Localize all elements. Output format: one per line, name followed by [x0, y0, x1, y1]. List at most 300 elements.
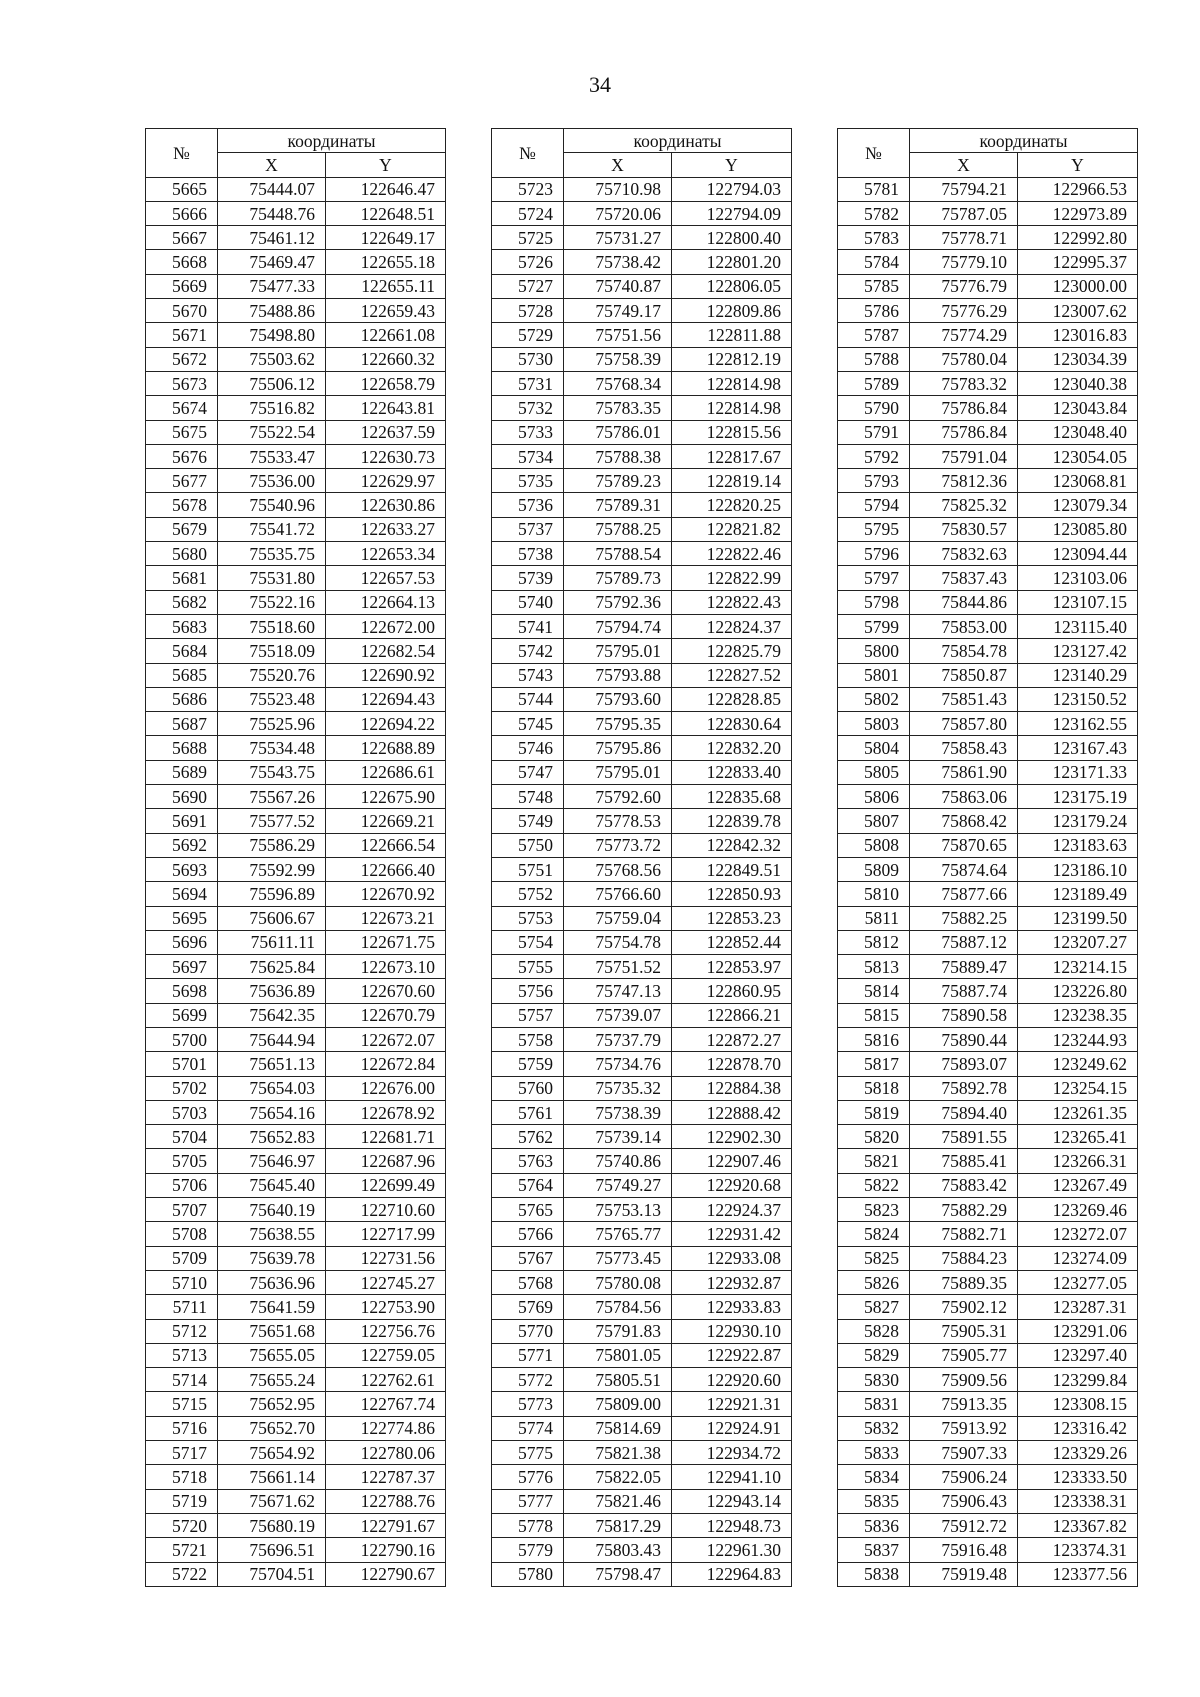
table-row	[146, 687, 446, 711]
cell-x: 75754.78	[564, 930, 672, 954]
table-row	[146, 663, 446, 687]
cell-x: 75533.47	[218, 444, 326, 468]
cell-y: 122633.27	[326, 517, 446, 541]
cell-y: 122820.25	[672, 493, 792, 517]
cell-y: 123048.40	[1018, 420, 1138, 444]
cell-y: 122675.90	[326, 785, 446, 809]
cell-y: 123007.62	[1018, 299, 1138, 323]
cell-y: 123316.42	[1018, 1416, 1138, 1440]
cell-point-number: 5759	[492, 1052, 564, 1076]
table-row	[838, 323, 1138, 347]
cell-point-number: 5747	[492, 760, 564, 784]
cell-y: 122842.32	[672, 833, 792, 857]
cell-x: 75577.52	[218, 809, 326, 833]
table-row	[838, 1562, 1138, 1586]
table-header-row	[146, 129, 446, 153]
column-header-x: X	[218, 153, 326, 177]
cell-y: 123085.80	[1018, 517, 1138, 541]
cell-point-number: 5771	[492, 1343, 564, 1367]
cell-point-number: 5688	[146, 736, 218, 760]
cell-point-number: 5706	[146, 1173, 218, 1197]
cell-y: 122853.23	[672, 906, 792, 930]
table-row	[492, 371, 792, 395]
table-header-row	[838, 129, 1138, 153]
cell-x: 75909.56	[910, 1368, 1018, 1392]
cell-x: 75882.71	[910, 1222, 1018, 1246]
cell-point-number: 5772	[492, 1368, 564, 1392]
cell-y: 123338.31	[1018, 1489, 1138, 1513]
cell-point-number: 5678	[146, 493, 218, 517]
cell-y: 122806.05	[672, 274, 792, 298]
table-row	[146, 493, 446, 517]
cell-y: 123291.06	[1018, 1319, 1138, 1343]
table-row	[838, 201, 1138, 225]
cell-point-number: 5748	[492, 785, 564, 809]
column-header-y: Y	[1018, 153, 1138, 177]
cell-y: 122839.78	[672, 809, 792, 833]
cell-point-number: 5805	[838, 760, 910, 784]
table-row	[492, 1319, 792, 1343]
cell-point-number: 5732	[492, 396, 564, 420]
table-row	[838, 1441, 1138, 1465]
cell-point-number: 5779	[492, 1538, 564, 1562]
table-row	[146, 201, 446, 225]
cell-x: 75758.39	[564, 347, 672, 371]
cell-y: 122833.40	[672, 760, 792, 784]
table-row	[492, 833, 792, 857]
cell-x: 75506.12	[218, 371, 326, 395]
table-row	[492, 493, 792, 517]
cell-x: 75625.84	[218, 955, 326, 979]
table-row	[838, 1198, 1138, 1222]
cell-point-number: 5681	[146, 566, 218, 590]
cell-x: 75720.06	[564, 201, 672, 225]
cell-x: 75638.55	[218, 1222, 326, 1246]
cell-point-number: 5761	[492, 1100, 564, 1124]
cell-point-number: 5837	[838, 1538, 910, 1562]
table-row	[146, 833, 446, 857]
cell-x: 75795.01	[564, 639, 672, 663]
cell-point-number: 5702	[146, 1076, 218, 1100]
cell-y: 122822.43	[672, 590, 792, 614]
cell-point-number: 5671	[146, 323, 218, 347]
cell-x: 75919.48	[910, 1562, 1018, 1586]
table-row	[838, 1100, 1138, 1124]
cell-x: 75520.76	[218, 663, 326, 687]
cell-x: 75751.52	[564, 955, 672, 979]
cell-point-number: 5826	[838, 1270, 910, 1294]
cell-point-number: 5712	[146, 1319, 218, 1343]
cell-point-number: 5697	[146, 955, 218, 979]
table-row	[146, 979, 446, 1003]
cell-point-number: 5734	[492, 444, 564, 468]
column-header-y: Y	[326, 153, 446, 177]
cell-y: 123238.35	[1018, 1003, 1138, 1027]
table-row	[838, 493, 1138, 517]
table-row	[146, 1368, 446, 1392]
cell-y: 122819.14	[672, 469, 792, 493]
table-row	[838, 444, 1138, 468]
table-row	[838, 1076, 1138, 1100]
cell-x: 75857.80	[910, 712, 1018, 736]
table-row	[146, 809, 446, 833]
cell-y: 122672.00	[326, 614, 446, 638]
cell-y: 123272.07	[1018, 1222, 1138, 1246]
cell-y: 122931.42	[672, 1222, 792, 1246]
cell-x: 75887.74	[910, 979, 1018, 1003]
cell-point-number: 5746	[492, 736, 564, 760]
table-row	[492, 1538, 792, 1562]
cell-point-number: 5733	[492, 420, 564, 444]
cell-x: 75651.68	[218, 1319, 326, 1343]
table-row	[838, 1416, 1138, 1440]
cell-x: 75680.19	[218, 1513, 326, 1537]
cell-y: 122872.27	[672, 1027, 792, 1051]
cell-y: 122787.37	[326, 1465, 446, 1489]
cell-point-number: 5830	[838, 1368, 910, 1392]
cell-y: 122676.00	[326, 1076, 446, 1100]
cell-point-number: 5729	[492, 323, 564, 347]
cell-y: 123269.46	[1018, 1198, 1138, 1222]
column-header-number: №	[492, 129, 564, 178]
cell-y: 122648.51	[326, 201, 446, 225]
table-row	[146, 1513, 446, 1537]
cell-y: 122780.06	[326, 1441, 446, 1465]
cell-point-number: 5690	[146, 785, 218, 809]
cell-x: 75906.43	[910, 1489, 1018, 1513]
cell-y: 122630.86	[326, 493, 446, 517]
table-row	[146, 542, 446, 566]
cell-y: 122664.13	[326, 590, 446, 614]
cell-x: 75488.86	[218, 299, 326, 323]
table-row	[492, 517, 792, 541]
cell-y: 122774.86	[326, 1416, 446, 1440]
cell-point-number: 5756	[492, 979, 564, 1003]
cell-y: 122653.34	[326, 542, 446, 566]
cell-x: 75766.60	[564, 882, 672, 906]
cell-y: 122658.79	[326, 371, 446, 395]
cell-point-number: 5753	[492, 906, 564, 930]
cell-point-number: 5811	[838, 906, 910, 930]
column-header-x: X	[910, 153, 1018, 177]
cell-point-number: 5731	[492, 371, 564, 395]
table-row	[146, 1222, 446, 1246]
cell-x: 75779.10	[910, 250, 1018, 274]
cell-y: 123127.42	[1018, 639, 1138, 663]
table-row	[492, 1003, 792, 1027]
cell-x: 75773.45	[564, 1246, 672, 1270]
cell-x: 75814.69	[564, 1416, 672, 1440]
cell-point-number: 5838	[838, 1562, 910, 1586]
cell-y: 122932.87	[672, 1270, 792, 1294]
table-row	[492, 201, 792, 225]
cell-point-number: 5730	[492, 347, 564, 371]
cell-point-number: 5768	[492, 1270, 564, 1294]
cell-y: 122821.82	[672, 517, 792, 541]
cell-point-number: 5773	[492, 1392, 564, 1416]
cell-point-number: 5758	[492, 1027, 564, 1051]
cell-point-number: 5765	[492, 1198, 564, 1222]
cell-point-number: 5739	[492, 566, 564, 590]
cell-x: 75768.56	[564, 857, 672, 881]
cell-y: 122762.61	[326, 1368, 446, 1392]
cell-x: 75498.80	[218, 323, 326, 347]
table-row	[838, 250, 1138, 274]
cell-x: 75894.40	[910, 1100, 1018, 1124]
cell-point-number: 5682	[146, 590, 218, 614]
cell-x: 75655.24	[218, 1368, 326, 1392]
cell-point-number: 5786	[838, 299, 910, 323]
cell-point-number: 5810	[838, 882, 910, 906]
cell-x: 75735.32	[564, 1076, 672, 1100]
table-row	[838, 1003, 1138, 1027]
cell-x: 75642.35	[218, 1003, 326, 1027]
table-row	[492, 906, 792, 930]
cell-y: 122790.16	[326, 1538, 446, 1562]
cell-x: 75540.96	[218, 493, 326, 517]
cell-y: 122629.97	[326, 469, 446, 493]
table-row	[146, 1319, 446, 1343]
cell-point-number: 5719	[146, 1489, 218, 1513]
table-row	[838, 906, 1138, 930]
table-row	[838, 639, 1138, 663]
table-row	[146, 1173, 446, 1197]
table-row	[492, 1270, 792, 1294]
cell-point-number: 5807	[838, 809, 910, 833]
cell-x: 75522.54	[218, 420, 326, 444]
cell-y: 122995.37	[1018, 250, 1138, 274]
table-row	[492, 809, 792, 833]
cell-x: 75884.23	[910, 1246, 1018, 1270]
cell-x: 75844.86	[910, 590, 1018, 614]
table-row	[838, 420, 1138, 444]
cell-y: 122756.76	[326, 1319, 446, 1343]
cell-x: 75640.19	[218, 1198, 326, 1222]
cell-point-number: 5803	[838, 712, 910, 736]
cell-y: 122920.68	[672, 1173, 792, 1197]
cell-point-number: 5676	[146, 444, 218, 468]
table-row	[838, 177, 1138, 201]
cell-x: 75586.29	[218, 833, 326, 857]
cell-point-number: 5668	[146, 250, 218, 274]
cell-y: 123140.29	[1018, 663, 1138, 687]
table-row	[146, 1149, 446, 1173]
cell-point-number: 5742	[492, 639, 564, 663]
cell-point-number: 5778	[492, 1513, 564, 1537]
cell-point-number: 5831	[838, 1392, 910, 1416]
cell-point-number: 5754	[492, 930, 564, 954]
table-row	[492, 1173, 792, 1197]
table-row	[146, 1343, 446, 1367]
cell-x: 75740.87	[564, 274, 672, 298]
cell-point-number: 5723	[492, 177, 564, 201]
cell-y: 122992.80	[1018, 226, 1138, 250]
cell-point-number: 5821	[838, 1149, 910, 1173]
table-row	[838, 347, 1138, 371]
cell-x: 75795.86	[564, 736, 672, 760]
cell-x: 75893.07	[910, 1052, 1018, 1076]
cell-x: 75853.00	[910, 614, 1018, 638]
cell-point-number: 5770	[492, 1319, 564, 1343]
cell-y: 122853.97	[672, 955, 792, 979]
cell-x: 75798.47	[564, 1562, 672, 1586]
cell-y: 122924.37	[672, 1198, 792, 1222]
table-row	[492, 857, 792, 881]
cell-point-number: 5666	[146, 201, 218, 225]
cell-y: 123040.38	[1018, 371, 1138, 395]
cell-x: 75740.86	[564, 1149, 672, 1173]
cell-point-number: 5757	[492, 1003, 564, 1027]
cell-x: 75874.64	[910, 857, 1018, 881]
cell-y: 123054.05	[1018, 444, 1138, 468]
cell-point-number: 5714	[146, 1368, 218, 1392]
cell-y: 122878.70	[672, 1052, 792, 1076]
cell-point-number: 5750	[492, 833, 564, 857]
column-header-number: №	[838, 129, 910, 178]
cell-point-number: 5827	[838, 1295, 910, 1319]
cell-x: 75751.56	[564, 323, 672, 347]
cell-x: 75789.23	[564, 469, 672, 493]
table-row	[492, 1416, 792, 1440]
cell-point-number: 5775	[492, 1441, 564, 1465]
cell-point-number: 5724	[492, 201, 564, 225]
cell-point-number: 5829	[838, 1343, 910, 1367]
cell-y: 123374.31	[1018, 1538, 1138, 1562]
cell-point-number: 5684	[146, 639, 218, 663]
table-row	[146, 736, 446, 760]
cell-point-number: 5769	[492, 1295, 564, 1319]
cell-x: 75882.29	[910, 1198, 1018, 1222]
cell-point-number: 5784	[838, 250, 910, 274]
cell-x: 75765.77	[564, 1222, 672, 1246]
table-row	[492, 760, 792, 784]
cell-point-number: 5767	[492, 1246, 564, 1270]
cell-y: 122681.71	[326, 1125, 446, 1149]
cell-y: 122828.85	[672, 687, 792, 711]
cell-point-number: 5744	[492, 687, 564, 711]
cell-y: 123179.24	[1018, 809, 1138, 833]
cell-point-number: 5745	[492, 712, 564, 736]
table-row	[838, 542, 1138, 566]
cell-x: 75912.72	[910, 1513, 1018, 1537]
cell-x: 75541.72	[218, 517, 326, 541]
cell-y: 123162.55	[1018, 712, 1138, 736]
cell-point-number: 5751	[492, 857, 564, 881]
coordinate-tables	[0, 128, 1200, 1588]
table-row	[492, 712, 792, 736]
cell-x: 75780.04	[910, 347, 1018, 371]
table-row	[146, 930, 446, 954]
table-row	[492, 1343, 792, 1367]
cell-point-number: 5808	[838, 833, 910, 857]
table-row	[492, 469, 792, 493]
table-row	[492, 590, 792, 614]
cell-x: 75889.35	[910, 1270, 1018, 1294]
table-row	[146, 517, 446, 541]
cell-point-number: 5822	[838, 1173, 910, 1197]
cell-point-number: 5793	[838, 469, 910, 493]
cell-x: 75535.75	[218, 542, 326, 566]
table-row	[146, 1392, 446, 1416]
cell-y: 122815.56	[672, 420, 792, 444]
cell-x: 75861.90	[910, 760, 1018, 784]
cell-x: 75795.35	[564, 712, 672, 736]
cell-x: 75531.80	[218, 566, 326, 590]
cell-y: 122659.43	[326, 299, 446, 323]
cell-y: 123175.19	[1018, 785, 1138, 809]
cell-point-number: 5692	[146, 833, 218, 857]
cell-x: 75778.71	[910, 226, 1018, 250]
cell-x: 75868.42	[910, 809, 1018, 833]
table-row	[838, 712, 1138, 736]
cell-x: 75902.12	[910, 1295, 1018, 1319]
cell-y: 122814.98	[672, 396, 792, 420]
cell-point-number: 5672	[146, 347, 218, 371]
cell-x: 75905.77	[910, 1343, 1018, 1367]
cell-x: 75518.09	[218, 639, 326, 663]
cell-x: 75749.27	[564, 1173, 672, 1197]
cell-y: 122753.90	[326, 1295, 446, 1319]
cell-x: 75710.98	[564, 177, 672, 201]
table-row	[146, 1076, 446, 1100]
cell-y: 123115.40	[1018, 614, 1138, 638]
cell-point-number: 5711	[146, 1295, 218, 1319]
table-row	[838, 274, 1138, 298]
table-row	[838, 1489, 1138, 1513]
table-row	[146, 1562, 446, 1586]
table-row	[492, 955, 792, 979]
cell-x: 75905.31	[910, 1319, 1018, 1343]
cell-x: 75704.51	[218, 1562, 326, 1586]
cell-point-number: 5823	[838, 1198, 910, 1222]
cell-x: 75778.53	[564, 809, 672, 833]
cell-x: 75837.43	[910, 566, 1018, 590]
cell-point-number: 5809	[838, 857, 910, 881]
table-row	[146, 347, 446, 371]
page-number: 34	[589, 72, 611, 97]
cell-x: 75892.78	[910, 1076, 1018, 1100]
cell-point-number: 5726	[492, 250, 564, 274]
cell-x: 75877.66	[910, 882, 1018, 906]
table-row	[146, 323, 446, 347]
cell-x: 75783.35	[564, 396, 672, 420]
cell-x: 75652.70	[218, 1416, 326, 1440]
cell-y: 122973.89	[1018, 201, 1138, 225]
column-header-x: X	[564, 153, 672, 177]
table-row	[838, 1343, 1138, 1367]
cell-y: 122850.93	[672, 882, 792, 906]
cell-point-number: 5782	[838, 201, 910, 225]
cell-point-number: 5814	[838, 979, 910, 1003]
cell-x: 75791.83	[564, 1319, 672, 1343]
cell-y: 122694.22	[326, 712, 446, 736]
cell-x: 75793.88	[564, 663, 672, 687]
cell-point-number: 5693	[146, 857, 218, 881]
cell-y: 122825.79	[672, 639, 792, 663]
table-row	[492, 1368, 792, 1392]
table-row	[146, 1416, 446, 1440]
cell-point-number: 5694	[146, 882, 218, 906]
column-header-coordinates: координаты	[910, 129, 1138, 153]
cell-x: 75891.55	[910, 1125, 1018, 1149]
cell-point-number: 5833	[838, 1441, 910, 1465]
cell-point-number: 5781	[838, 177, 910, 201]
cell-y: 123079.34	[1018, 493, 1138, 517]
cell-point-number: 5755	[492, 955, 564, 979]
column-header-coordinates: координаты	[218, 129, 446, 153]
table-row	[146, 371, 446, 395]
column-header-number: №	[146, 129, 218, 178]
